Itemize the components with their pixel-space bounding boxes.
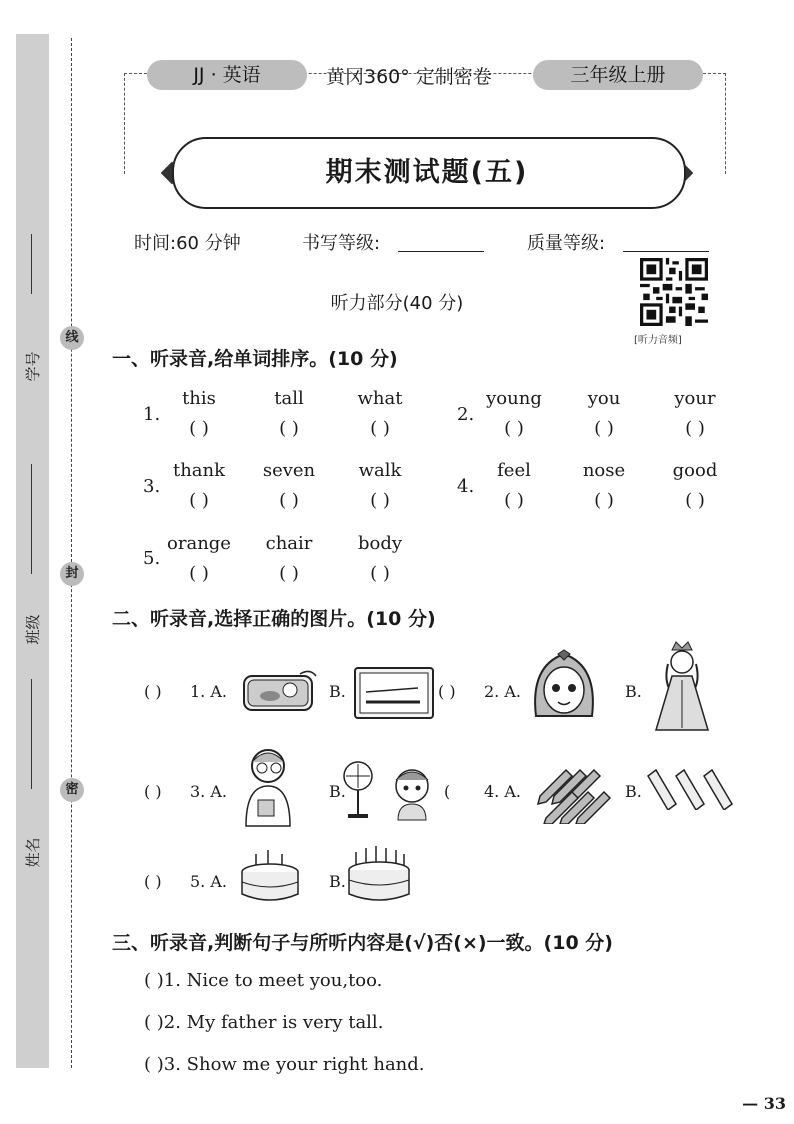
s2-q4-label-b: B. bbox=[625, 782, 642, 801]
s2-q2-answer[interactable]: ( ) bbox=[438, 682, 456, 701]
seal-line-mark: 线 bbox=[60, 326, 84, 350]
listening-section-title: 听力部分(40 分) bbox=[330, 293, 464, 314]
s2-q5-label-b: B. bbox=[329, 872, 346, 891]
s2-q5-label-a: 5. A. bbox=[190, 872, 227, 891]
s1-q2-answer1[interactable]: ( ) bbox=[504, 418, 524, 439]
s1-q3-word1: thank bbox=[172, 460, 226, 481]
pencils-icon bbox=[536, 756, 612, 824]
class-label: 班级 bbox=[24, 614, 42, 645]
s1-q5-word1: orange bbox=[167, 533, 231, 554]
series-title: 黄冈360° 定制密卷 bbox=[326, 66, 492, 88]
name-line bbox=[31, 679, 32, 789]
section3-title: 三、听录音,判断句子与所听内容是(√)否(×)一致。(10 分) bbox=[112, 932, 613, 954]
girl-face-icon bbox=[526, 646, 602, 728]
s1-q2-word1: young bbox=[486, 388, 542, 409]
s1-q3-number: 3. bbox=[143, 476, 161, 497]
pencil-case-icon bbox=[352, 664, 436, 722]
section1-title: 一、听录音,给单词排序。(10 分) bbox=[112, 348, 398, 370]
binding-strip bbox=[16, 34, 49, 1068]
s2-q4-answer-open[interactable]: ( bbox=[444, 782, 451, 801]
s2-q1-label-b: B. bbox=[329, 682, 346, 701]
s3-item-3[interactable]: ( )3. Show me your right hand. bbox=[144, 1054, 425, 1075]
s1-q4-answer2[interactable]: ( ) bbox=[594, 490, 614, 511]
s1-q4-number: 4. bbox=[457, 476, 475, 497]
s1-q1-answer1[interactable]: ( ) bbox=[189, 418, 209, 439]
s1-q4-word1: feel bbox=[497, 460, 531, 481]
s1-q5-word2: chair bbox=[265, 533, 313, 554]
qr-caption: [听力音频] bbox=[634, 335, 682, 346]
s1-q3-word2: seven bbox=[262, 460, 316, 481]
quality-grade-blank[interactable] bbox=[623, 251, 709, 252]
s2-q2-label-a: 2. A. bbox=[484, 682, 521, 701]
s1-q5-number: 5. bbox=[143, 548, 161, 569]
s1-q5-word3: body bbox=[357, 533, 403, 554]
seal-secret-mark: 密 bbox=[60, 778, 84, 802]
seal-seal-mark: 封 bbox=[60, 562, 84, 586]
girl-fan-icon bbox=[338, 758, 442, 822]
s1-q5-answer3[interactable]: ( ) bbox=[370, 563, 390, 584]
binding-dashed-line bbox=[71, 38, 72, 1068]
s1-q2-word2: you bbox=[587, 388, 621, 409]
class-line bbox=[31, 464, 32, 574]
s1-q3-word3: walk bbox=[358, 460, 402, 481]
page-title: 期末测试题(五) bbox=[325, 157, 529, 188]
student-id-line bbox=[31, 234, 32, 294]
s1-q4-word2: nose bbox=[582, 460, 626, 481]
s1-q4-answer1[interactable]: ( ) bbox=[504, 490, 524, 511]
pencil-box-icon bbox=[240, 666, 320, 716]
subject-tag: JJ · 英语 bbox=[147, 60, 307, 90]
section2-title: 二、听录音,选择正确的图片。(10 分) bbox=[112, 608, 436, 630]
s2-q1-label-a: 1. A. bbox=[190, 682, 227, 701]
grandpa-tea-icon bbox=[236, 742, 300, 828]
s1-q3-answer3[interactable]: ( ) bbox=[370, 490, 390, 511]
cake-big-icon bbox=[346, 844, 412, 906]
s1-q5-answer1[interactable]: ( ) bbox=[189, 563, 209, 584]
page-number: — 33 bbox=[742, 1094, 786, 1113]
s1-q4-answer3[interactable]: ( ) bbox=[685, 490, 705, 511]
s2-q5-answer[interactable]: ( ) bbox=[144, 872, 162, 891]
s1-q3-answer2[interactable]: ( ) bbox=[279, 490, 299, 511]
s2-q2-label-b: B. bbox=[625, 682, 642, 701]
rulers-icon bbox=[646, 766, 734, 810]
s1-q1-word3: what bbox=[357, 388, 403, 409]
s1-q1-number: 1. bbox=[143, 404, 161, 425]
s1-q1-answer2[interactable]: ( ) bbox=[279, 418, 299, 439]
s1-q2-word3: your bbox=[674, 388, 716, 409]
s1-q4-word3: good bbox=[672, 460, 718, 481]
s2-q3-label-b: B. bbox=[329, 782, 346, 801]
s1-q1-word2: tall bbox=[274, 388, 304, 409]
s1-q3-answer1[interactable]: ( ) bbox=[189, 490, 209, 511]
writing-grade-label: 书写等级: bbox=[302, 233, 381, 254]
student-id-label: 学号 bbox=[24, 351, 42, 382]
s2-q3-answer[interactable]: ( ) bbox=[144, 782, 162, 801]
s1-q2-answer2[interactable]: ( ) bbox=[594, 418, 614, 439]
s1-q2-number: 2. bbox=[457, 404, 475, 425]
name-label: 姓名 bbox=[24, 837, 42, 868]
s1-q2-answer3[interactable]: ( ) bbox=[685, 418, 705, 439]
grade-tag: 三年级上册 bbox=[533, 60, 703, 90]
quality-grade-label: 质量等级: bbox=[527, 233, 606, 254]
time-info: 时间:60 分钟 bbox=[134, 233, 241, 254]
s1-q1-answer3[interactable]: ( ) bbox=[370, 418, 390, 439]
princess-icon bbox=[650, 640, 714, 734]
s2-q4-label-a: 4. A. bbox=[484, 782, 521, 801]
s1-q1-word1: this bbox=[182, 388, 216, 409]
s3-item-1[interactable]: ( )1. Nice to meet you,too. bbox=[144, 970, 383, 991]
s1-q5-answer2[interactable]: ( ) bbox=[279, 563, 299, 584]
cake-small-icon bbox=[238, 848, 302, 906]
writing-grade-blank[interactable] bbox=[398, 251, 484, 252]
s3-item-2[interactable]: ( )2. My father is very tall. bbox=[144, 1012, 384, 1033]
s2-q1-answer[interactable]: ( ) bbox=[144, 682, 162, 701]
s2-q3-label-a: 3. A. bbox=[190, 782, 227, 801]
